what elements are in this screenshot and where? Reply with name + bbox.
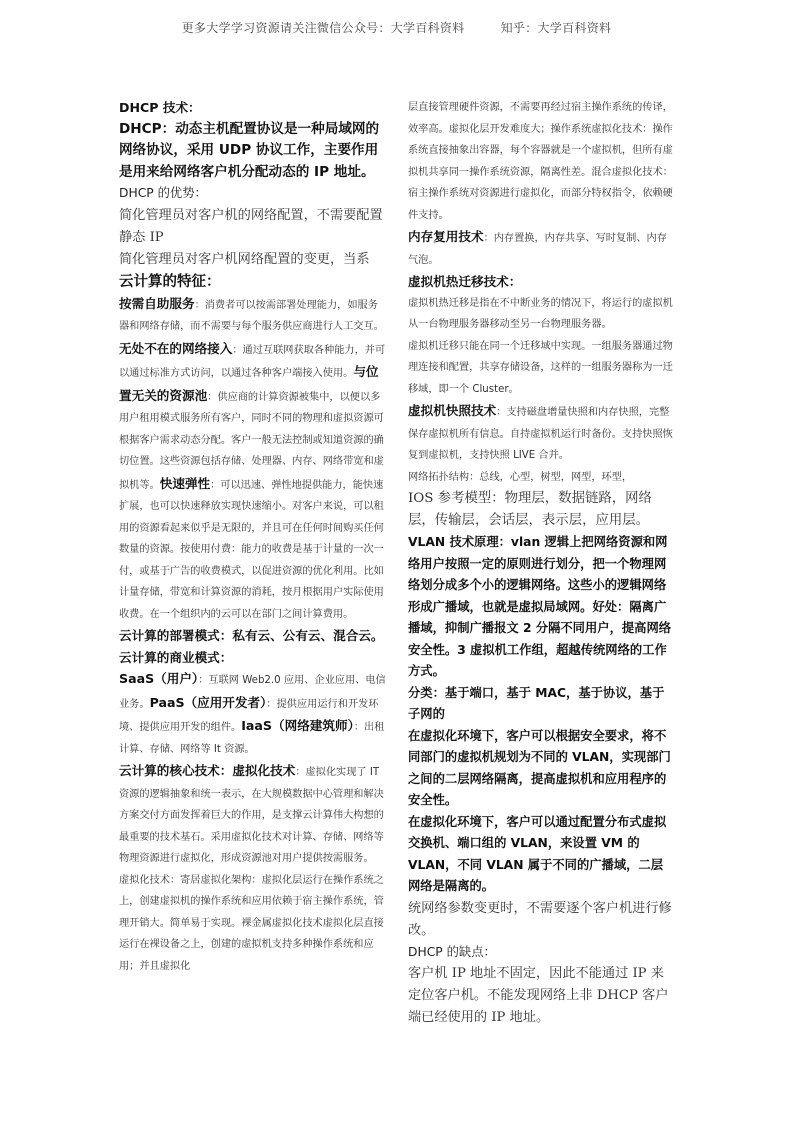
page-header	[0, 19, 793, 36]
on-demand-keyword: 按需自助服务	[119, 295, 195, 311]
iaas-keyword: IaaS（网络建筑师）	[241, 718, 354, 733]
snapshot-text: ：支持磁盘增量快照和内存快照，完整保存虚拟机所有信息。自持虚拟机运行时备份。支持快照恢复到虚拟机，支持快照 LIVE 合并。	[408, 407, 673, 461]
live-migration-text-1: 虚拟机热迁移是指在不中断业务的情况下，将运行的虚拟机从一台物理服务器移动至另一台物理服务器。	[408, 297, 673, 330]
iaas-text: ：出租计算、存储、网络等 It 资源。	[119, 722, 385, 755]
dhcp-definition: DHCP：动态主机配置协议是一种局域网的网络协议，采用 UDP 协议工作，主要作用是用来给网络客户机分配动态的 IP 地址。	[119, 120, 380, 180]
header-zhihu-text: 知乎：大学百科资料	[500, 21, 612, 35]
dhcp-disadvantage-title: DHCP 的缺点：	[408, 944, 496, 959]
snapshot-keyword: 虚拟机快照技术	[408, 403, 497, 418]
core-tech-paragraph	[119, 760, 386, 870]
dhcp-advantage-2: 简化管理员对客户机网络配置的变更，当系	[119, 251, 370, 267]
dhcp-advantage-continued: 统网络参数变更时，不需要逐个客户机进行修改。	[408, 900, 672, 938]
osi-model-text: IOS 参考模型：物理层，数据链路，网络层，传输层，会话层，表示层，应用层。	[408, 491, 652, 528]
vlan-definition: VLAN 技术原理：vlan 逻辑上把网络资源和网络用户按照一定的原则进行划分，把一个物理网络划分成多个小的逻辑网络。这些小的逻辑网络形成广播域，也就是虚拟局域网。好处：隔离广播域，抑制广播报文 2 分隔不同用户，提高网络安全性。3 虚拟机工作组，超越传统网络的工作方式。	[408, 535, 672, 678]
dhcp-disadvantage-text: 客户机 IP 地址不固定，因此不能通过 IP 来定位客户机。不能发现网络上非 DHCP 客户端已经使用的 IP 地址。	[408, 966, 669, 1025]
virtualization-continued: 层直接管理硬件资源，不需要再经过宿主操作系统的传译，效率高。虚拟化层开发难度大；操作系统虚拟化技术：操作系统直接抽象出容器，每个容器就是一个虚拟机，但所有虚拟机共享同一操作系统资源，隔离性差。混合虚拟化技术：宿主操作系统对资源进行虚拟化，而部分特权指令，依赖硬件支持。	[408, 102, 673, 221]
live-migration-text-2: 虚拟机迁移只能在同一个迁移域中实现。一组服务器通过物理连接和配置，共享存储设备，这样的一组服务器称为一迁移域，即一个 Cluster。	[408, 340, 673, 395]
vlan-classification: 分类：基于端口，基于 MAC，基于协议，基于子网的	[408, 685, 665, 721]
cloud-feature-title: 云计算的特征：	[119, 273, 221, 290]
virtualization-arch-paragraph: 虚拟化技术：寄居虚拟化架构：虚拟化层运行在操作系统之上，创建虚拟机的操作系统和应用依赖于宿主操作系统，管理开销大。简单易于实现。裸金属虚拟化技术虚拟化层直接运行在裸设备之上，创建的虚拟机支持多种操作系统和应用；并且虚拟化	[119, 874, 384, 972]
memory-reuse-paragraph	[408, 226, 675, 271]
live-migration-title: 虚拟机热迁移技术：	[408, 274, 522, 289]
saas-text: ：互联网 Web2.0 应用、企业应用、电信业务。	[119, 675, 386, 710]
dhcp-advantage-title: DHCP 的优势：	[119, 186, 207, 200]
memory-reuse-keyword: 内存复用技术	[408, 229, 484, 244]
saas-keyword: SaaS（用户）	[119, 671, 199, 686]
paas-text: ：提供应用运行和开发环境、提供应用开发的组件。	[119, 698, 379, 733]
network-access-keyword: 无处不在的网络接入	[119, 340, 233, 356]
dhcp-title: DHCP 技术：	[119, 100, 201, 115]
vlan-env-2: 在虚拟化环境下，客户可以通过配置分布式虚拟交换机、端口组的 VLAN，来设置 VM 的 VLAN，不同 VLAN 属于不同的广播域，二层网络是隔离的。	[408, 814, 667, 893]
business-model-paragraph	[119, 668, 386, 760]
vlan-env-1: 在虚拟化环境下，客户可以根据安全要求，将不同部门的虚拟机规划为不同的 VLAN，实现部门之间的二层网络隔离，提高虚拟机和应用程序的安全性。	[408, 728, 671, 807]
right-column	[408, 97, 675, 1029]
elasticity-text: ：可以迅速、弹性地提供能力，能快速扩展，也可以快速释放实现快速缩小。对客户来说，可以租用的资源看起来似乎是无限的，并且可在任何时间购买任何数量的资源。按使用付费：能力的收费是基于计量的一次一付，或基于广告的收费模式，以促进资源的优化利用。比如计量存储，带宽和计算资源的消耗，按月根据用户实际使用收费。在一个组织内的云可以在部门之间计算费用。	[119, 479, 384, 620]
cloud-feature-paragraph	[119, 293, 386, 626]
elasticity-keyword: 快速弹性	[159, 475, 211, 491]
paas-keyword: PaaS（应用开发者）	[149, 694, 267, 710]
header-wechat-text: 更多大学学习资源请关注微信公众号：大学百科资料	[181, 21, 465, 35]
resource-pool-keyword: 与位置无关的资源池	[119, 364, 379, 403]
snapshot-paragraph	[408, 400, 675, 467]
left-column	[119, 97, 386, 977]
on-demand-text: ：消费者可以按需部署处理能力，如服务器和网络存储，而不需要与每个服务供应商进行人工交互。	[119, 299, 384, 332]
memory-reuse-text: ：内存置换，内存共享、写时复制、内存气泡。	[408, 233, 667, 266]
dhcp-advantage-1: 简化管理员对客户机的网络配置，不需要配置静态 IP	[119, 207, 383, 245]
core-tech-keyword: 云计算的核心技术：虚拟化技术	[119, 763, 296, 778]
topology-text: 网络拓扑结构：总线，心型，树型，网型，环型，	[408, 471, 633, 483]
core-tech-text: ：虚拟化实现了 IT 资源的逻辑抽象和统一表示，在大规模数据中心管理和解决方案交付方面发挥着巨大的作用，是支撑云计算伟大构想的最重要的技术基石。采用虚拟化技术对计算、存储、网络等物理资源进行虚拟化，形成资源池对用户提供按需服务。	[119, 767, 384, 864]
deploy-models: 云计算的部署模式：私有云、公有云、混合云。	[119, 628, 384, 643]
network-access-text: ：通过互联网获取各种能力，并可以通过标准方式访问，以通过各种客户端接入使用。	[119, 344, 386, 379]
resource-pool-text: ：供应商的计算资源被集中，以便以多用户租用模式服务所有客户，同时不同的物理和虚拟资源可根据客户需求动态分配。客户一般无法控制或知道资源的确切位置。这些资源包括存储、处理器、内存、网络带宽和虚拟机等。	[119, 391, 384, 491]
business-model-title: 云计算的商业模式：	[119, 649, 233, 665]
